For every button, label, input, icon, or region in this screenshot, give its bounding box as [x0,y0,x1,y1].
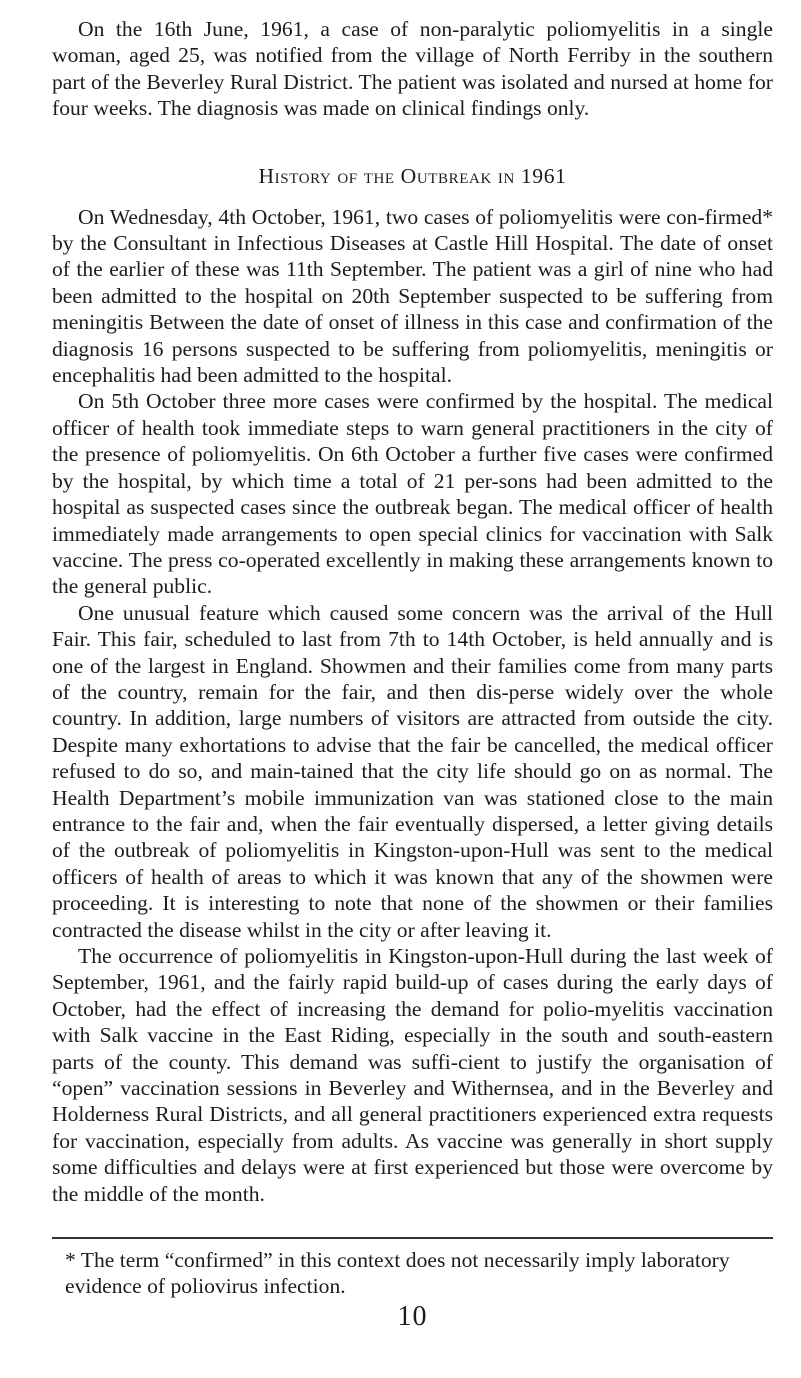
footnote-divider [52,1237,773,1239]
body-paragraph: On 5th October three more cases were confirmed by the hospital. The medical officer of health took immediate steps to warn general practitioners in the city of the presence of poliomyelitis. On 6th October a further five cases were confirmed by the hospital, by which time a total of 21 per-sons had been admitted to the hospital as suspected cases since the outbreak began. The medical officer of health immediately made arrangements to open special clinics for vaccination with Salk vaccine. The press co-operated excellently in making these arrangements known to the general public. [52,389,773,599]
body-paragraph: The occurrence of poliomyelitis in Kingston-upon-Hull during the last week of September, 1961, and the fairly rapid build-up of cases during the early days of October, had the effect of increasing the demand for polio-myelitis vaccination with Salk vaccine in the East Riding, especially in the south and south-eastern parts of the county. This demand was suffi-cient to justify the organisation of “open” vaccination sessions in Beverley and Withernsea, and in the Beverley and Holderness Rural Districts, and all general practitioners experienced extra requests for vaccination, especially from adults. As vaccine was generally in short supply some difficulties and delays were at first experienced but those were overcome by the middle of the month. [52,944,773,1206]
body-paragraph: One unusual feature which caused some concern was the arrival of the Hull Fair. This fair, scheduled to last from 7th to 14th October, is held annually and is one of the largest in England. Showmen and their families come from many parts of the country, remain for the fair, and then dis-perse widely over the whole country. In addition, large numbers of visitors are attracted from outside the city. Despite many exhortations to advise that the fair be cancelled, the medical officer refused to do so, and main-tained that the city life should go on as normal. The Health Department’s mobile immunization van was stationed close to the main entrance to the fair and, when the fair eventually dispersed, a letter giving details of the outbreak of poliomyelitis in Kingston-upon-Hull was sent to the medical officers of health of areas to which it was known that any of the showmen were proceeding. It is interesting to note that none of the showmen or their families contracted the disease whilst in the city or after leaving it. [52,600,773,942]
footnote: * The term “confirmed” in this context does not necessarily imply laboratory evidence of poliovirus infection. [65,1248,730,1299]
page-number: 10 [397,1301,428,1333]
document-page [52,16,773,1333]
section-heading: History of the Outbreak in 1961 [258,163,567,188]
body-paragraph: On Wednesday, 4th October, 1961, two cases of poliomyelitis were con-firmed* by the Consultant in Infectious Diseases at Castle Hill Hospital. The date of onset of the earlier of these was 11th September. The patient was a girl of nine who had been admitted to the hospital on 20th September suspected to be suffering from meningitis Between the date of onset of illness in this case and confirmation of the diagnosis 16 persons suspected to be suffering from poliomyelitis, meningitis or encephalitis had been admitted to the hospital. [52,204,773,388]
intro-paragraph: On the 16th June, 1961, a case of non-paralytic poliomyelitis in a single woman, aged 25, was notified from the village of North Ferriby in the southern part of the Beverley Rural District. The patient was isolated and nursed at home for four weeks. The diagnosis was made on clinical findings only. [52,17,773,121]
